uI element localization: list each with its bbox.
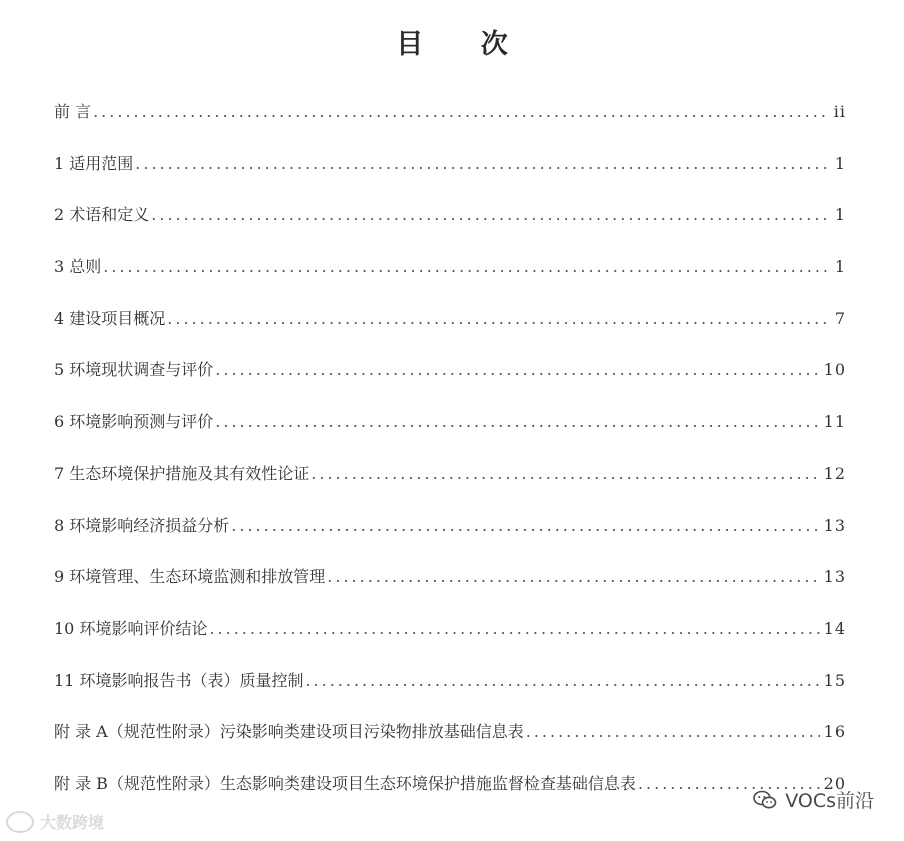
watermark-left <box>6 810 104 833</box>
toc-entry-project-overview[interactable] <box>54 303 846 355</box>
toc-entry-label: 前 言 <box>54 102 92 121</box>
brand-logo-icon <box>6 811 34 833</box>
toc-entry-page: 20 <box>823 773 846 793</box>
toc-entry-label: 1 适用范围 <box>54 153 134 173</box>
toc-entry-conclusion[interactable] <box>54 613 846 665</box>
toc-entry-appendix-a[interactable] <box>54 716 846 768</box>
toc-leader-dots <box>103 251 831 283</box>
toc-entry-cost-benefit[interactable] <box>54 510 846 562</box>
toc-leader-dots <box>526 716 820 748</box>
toc-entry-appendix-b[interactable] <box>54 768 846 820</box>
toc-leader-dots <box>327 561 819 593</box>
toc-entry-label: 8 环境影响经济损益分析 <box>54 515 230 535</box>
watermark-left-text: 大数跨境 <box>40 813 105 832</box>
toc-entry-impact-prediction[interactable] <box>54 406 846 458</box>
wechat-icon <box>753 790 777 810</box>
toc-entry-label: 6 环境影响预测与评价 <box>54 412 214 432</box>
toc-entry-protection-measures[interactable] <box>54 458 846 510</box>
toc-entry-quality-control[interactable] <box>54 665 846 717</box>
toc-entry-page: 12 <box>823 463 846 483</box>
toc-entry-page: 16 <box>823 722 846 742</box>
toc-entry-label: 3 总则 <box>54 257 102 277</box>
toc-leader-dots <box>305 665 819 697</box>
toc-entry-page: 11 <box>823 412 846 432</box>
toc-entry-page: 7 <box>834 308 846 328</box>
toc-entry-general[interactable] <box>54 251 846 303</box>
toc-entry-terms[interactable] <box>54 199 846 251</box>
watermark-right-text: VOCs前沿 <box>785 790 874 812</box>
toc-leader-dots <box>151 199 831 231</box>
toc-entry-foreword[interactable] <box>54 96 846 148</box>
toc-entry-page: 13 <box>823 515 846 535</box>
toc-entry-page: 14 <box>823 618 846 638</box>
toc-entry-current-status[interactable] <box>54 354 846 406</box>
toc-entry-page: 15 <box>823 670 846 690</box>
toc-leader-dots <box>311 458 819 490</box>
toc-entry-page: 10 <box>823 360 846 380</box>
toc-entry-label: 7 生态环境保护措施及其有效性论证 <box>54 463 310 483</box>
toc-entry-label: 11 环境影响报告书（表）质量控制 <box>54 670 304 690</box>
toc-entry-label: 4 建设项目概况 <box>54 308 166 328</box>
toc-entry-page: ii <box>833 102 846 121</box>
toc-entry-page: 13 <box>823 567 846 587</box>
toc-entry-label: 附 录 B（规范性附录）生态影响类建设项目生态环境保护措施监督检查基础信息表 <box>54 773 636 793</box>
page-title: 目 次 <box>396 29 532 60</box>
toc-leader-dots <box>93 96 830 128</box>
table-of-contents <box>54 96 846 820</box>
watermark-right <box>753 786 874 813</box>
toc-entry-label: 附 录 A（规范性附录）污染影响类建设项目污染物排放基础信息表 <box>54 722 524 742</box>
toc-leader-dots <box>209 613 819 645</box>
toc-leader-dots <box>215 354 819 386</box>
toc-leader-dots <box>135 148 831 180</box>
toc-leader-dots <box>167 303 831 335</box>
toc-entry-management-monitoring[interactable] <box>54 561 846 613</box>
toc-entry-page: 1 <box>834 153 846 173</box>
toc-entry-label: 10 环境影响评价结论 <box>54 618 208 638</box>
toc-leader-dots <box>231 510 819 542</box>
toc-entry-page: 1 <box>834 205 846 225</box>
toc-entry-label: 9 环境管理、生态环境监测和排放管理 <box>54 567 326 587</box>
toc-entry-label: 5 环境现状调查与评价 <box>54 360 214 380</box>
toc-entry-label: 2 术语和定义 <box>54 205 150 225</box>
toc-entry-page: 1 <box>834 257 846 277</box>
toc-entry-scope[interactable] <box>54 148 846 200</box>
toc-leader-dots <box>215 406 819 438</box>
